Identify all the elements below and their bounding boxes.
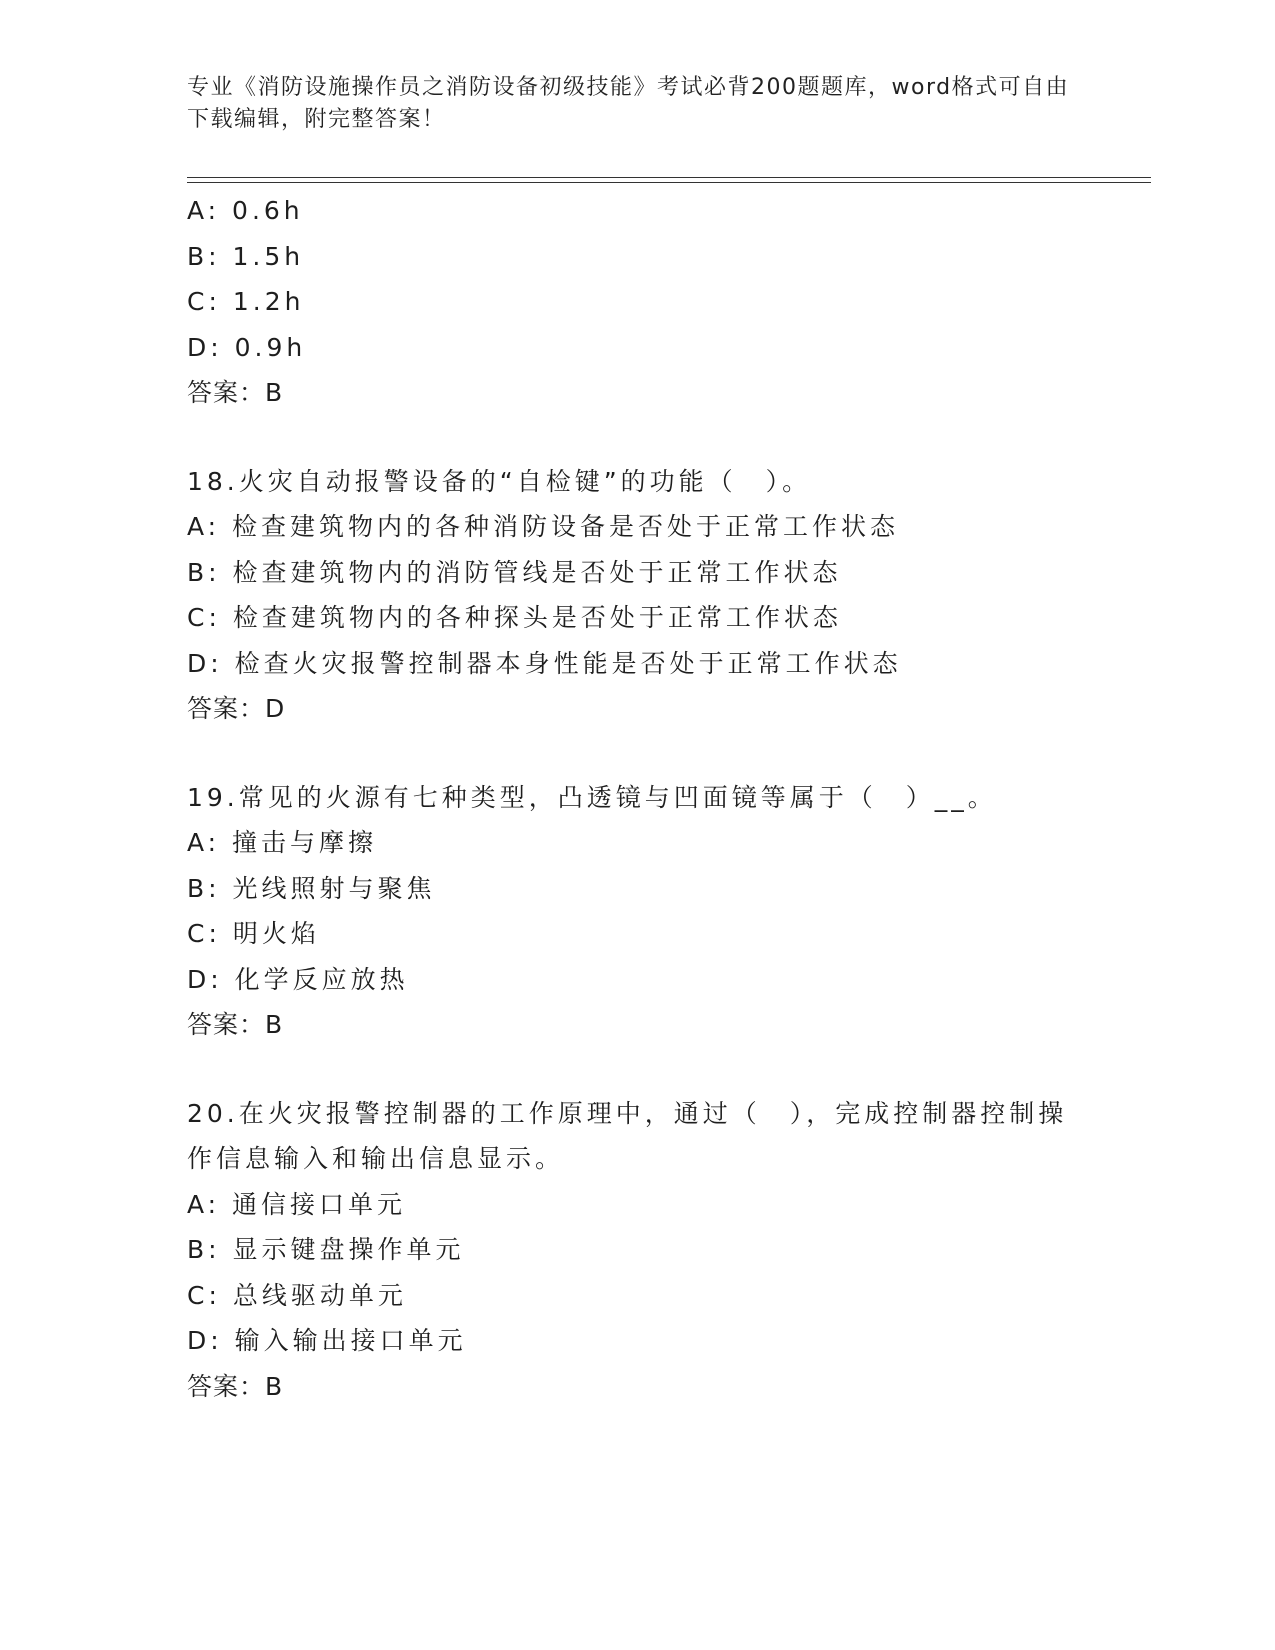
- option-key: D:: [187, 1326, 223, 1355]
- option-key: B:: [187, 241, 221, 271]
- option-key: A:: [187, 512, 221, 541]
- answer-value: B: [265, 1371, 284, 1401]
- option-d: [187, 325, 1087, 371]
- option-text: 化学反应放热: [234, 964, 409, 994]
- question-19: [187, 775, 1087, 1048]
- header-rule-bottom: [187, 182, 1151, 183]
- option-key: A:: [187, 196, 221, 225]
- option-d: [187, 957, 1087, 1003]
- option-text: 输入输出接口单元: [234, 1326, 467, 1355]
- option-a: [187, 1182, 1087, 1228]
- answer-value: D: [265, 694, 286, 723]
- question-number: 20.: [187, 1098, 239, 1128]
- option-b: [187, 866, 1087, 912]
- option-c: [187, 595, 1087, 641]
- option-text: 总线驱动单元: [232, 1280, 407, 1310]
- option-text: 0.9h: [234, 332, 307, 362]
- header-rule-top: [187, 177, 1151, 178]
- answer-line: [187, 370, 1087, 416]
- option-b: [187, 234, 1087, 280]
- option-key: C:: [187, 287, 221, 316]
- option-text: 检查建筑物内的各种探头是否处于正常工作状态: [232, 603, 842, 632]
- option-key: A:: [187, 1189, 221, 1219]
- option-key: D:: [187, 332, 223, 362]
- option-text: 通信接口单元: [232, 1189, 407, 1219]
- option-b: [187, 550, 1087, 596]
- option-a: [187, 188, 1087, 234]
- question-number: 19.: [187, 782, 239, 812]
- question-list: [187, 188, 1087, 1409]
- question-number: 18.: [187, 466, 239, 496]
- question-text: 在火灾报警控制器的工作原理中，通过（ ），完成控制器控制操作信息输入和输出信息显示。: [187, 1098, 1068, 1173]
- option-text: 1.2h: [232, 287, 305, 316]
- question-17-tail: [187, 188, 1087, 416]
- option-key: D:: [187, 964, 223, 994]
- option-c: [187, 911, 1087, 957]
- option-a: [187, 504, 1087, 550]
- question-stem: [187, 459, 1087, 505]
- option-key: D:: [187, 648, 223, 678]
- question-stem: [187, 1091, 1087, 1182]
- question-18: [187, 459, 1087, 732]
- document-header: [187, 72, 1087, 136]
- question-20: [187, 1091, 1087, 1410]
- option-c: [187, 279, 1087, 325]
- answer-line: [187, 686, 1087, 732]
- answer-label: 答案：: [187, 378, 266, 407]
- question-text: 常见的火源有七种类型，凸透镜与凹面镜等属于（ ）__。: [238, 782, 997, 812]
- option-key: B:: [187, 873, 221, 903]
- option-key: C:: [187, 1280, 221, 1310]
- option-key: B:: [187, 1235, 221, 1264]
- option-d: [187, 641, 1087, 687]
- option-b: [187, 1227, 1087, 1273]
- option-key: C:: [187, 603, 221, 632]
- option-text: 光线照射与聚焦: [232, 873, 436, 903]
- question-text: 火灾自动报警设备的“自检键”的功能（ ）。: [238, 466, 812, 496]
- header-title: 专业《消防设施操作员之消防设备初级技能》考试必背200题题库，word格式可自由下载编辑，附完整答案！: [187, 75, 1070, 132]
- answer-line: [187, 1364, 1087, 1410]
- option-text: 显示键盘操作单元: [232, 1235, 465, 1264]
- option-key: C:: [187, 919, 221, 948]
- option-c: [187, 1273, 1087, 1319]
- option-key: A:: [187, 828, 221, 857]
- answer-label: 答案：: [187, 1010, 266, 1039]
- answer-value: B: [265, 1010, 284, 1039]
- option-text: 撞击与摩擦: [232, 828, 378, 857]
- option-text: 检查建筑物内的消防管线是否处于正常工作状态: [232, 557, 842, 587]
- option-text: 检查建筑物内的各种消防设备是否处于正常工作状态: [232, 512, 900, 541]
- option-text: 检查火灾报警控制器本身性能是否处于正常工作状态: [234, 648, 902, 678]
- option-text: 0.6h: [232, 196, 304, 225]
- option-a: [187, 820, 1087, 866]
- question-stem: [187, 775, 1087, 821]
- option-text: 明火焰: [232, 919, 320, 948]
- answer-label: 答案：: [187, 1371, 266, 1401]
- option-key: B:: [187, 557, 221, 587]
- answer-line: [187, 1002, 1087, 1048]
- answer-value: B: [265, 378, 284, 407]
- option-d: [187, 1318, 1087, 1364]
- answer-label: 答案：: [187, 694, 266, 723]
- option-text: 1.5h: [232, 241, 305, 271]
